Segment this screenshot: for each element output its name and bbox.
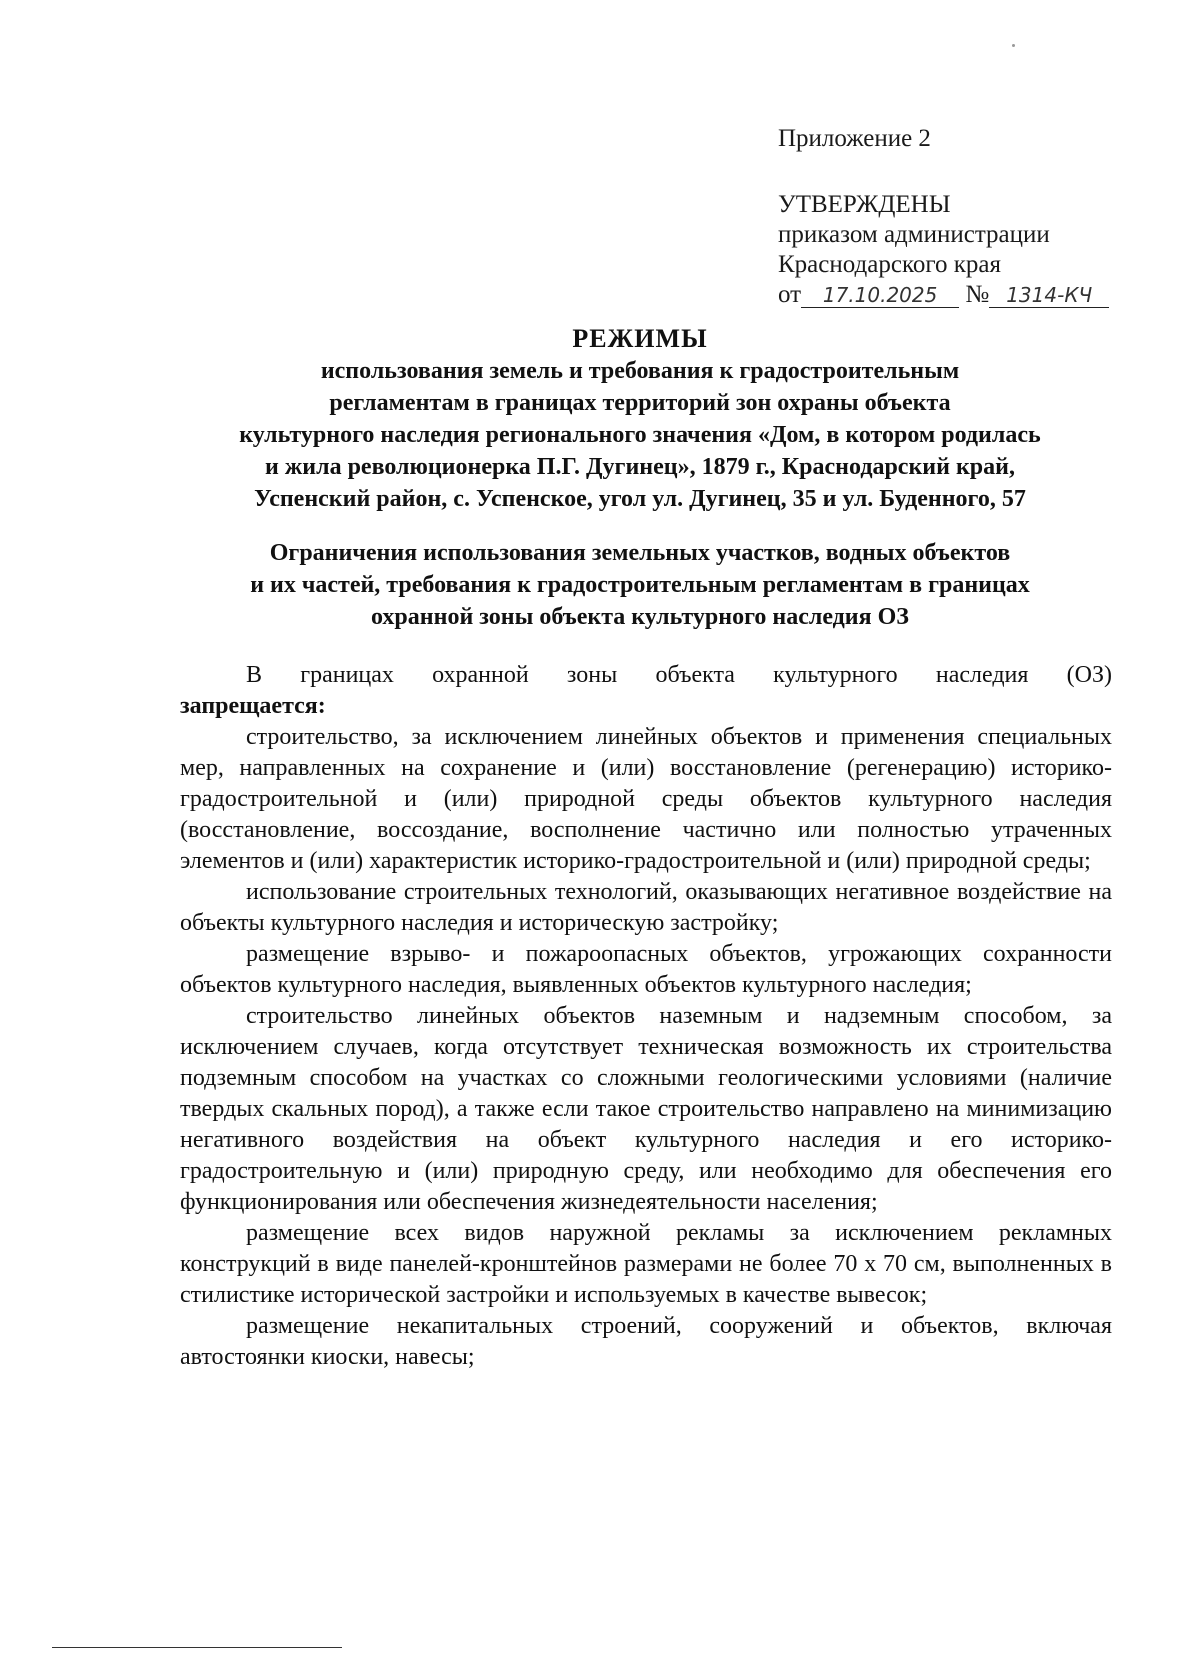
subtitle-line-1: Ограничения использования земельных участков, водных объектов [269, 540, 1011, 566]
list-item: размещение взрыво- и пожароопасных объектов, угрожающих сохранности объектов культурного наследия, выявленных объектов культурного наследия; [180, 941, 1112, 998]
title-line-5: Успенский район, с. Успенское, угол ул. Дугинец, 35 и ул. Буденного, 57 [254, 486, 1026, 512]
section-subtitle [160, 537, 1120, 633]
title-heading: РЕЖИМЫ [572, 324, 708, 353]
title-line-3: культурного наследия регионального значения «Дом, в котором родилась [239, 422, 1041, 448]
footnote-divider [52, 1647, 342, 1648]
list-item: размещение всех видов наружной рекламы за исключением рекламных конструкций в виде панелей-кронштейнов размерами не более 70 х 70 см, выполненных в стилистике исторической застройки и используемых в качестве вывесок; [180, 1220, 1112, 1308]
handwritten-date: 17.10.2025 [801, 283, 959, 308]
approval-date-line [778, 280, 1109, 310]
title-line-1: использования земель и требования к градостроительным [320, 358, 960, 384]
scan-speck [1012, 44, 1015, 47]
annex-label: Приложение 2 [778, 125, 931, 152]
subtitle-line-2: и их частей, требования к градостроительным регламентам в границах [250, 572, 1030, 598]
list-item: использование строительных технологий, оказывающих негативное воздействие на объекты культурного наследия и историческую застройку; [180, 879, 1112, 936]
title-line-4: и жила революционерка П.Г. Дугинец», 1879 г., Краснодарский край, [265, 454, 1015, 480]
list-item: строительство, за исключением линейных объектов и применения специальных мер, направленных на сохранение и (или) восстановление (регенерацию) историко-градостроительной и (или) природной среды объектов культурного наследия (восстановление, воссоздание, восполнение частично или полностью утраченных элементов и (или) характеристик историко-градостроительной и (или) природной среды; [180, 724, 1112, 874]
approval-line-2: Краснодарского края [778, 251, 1001, 278]
number-prefix: № [965, 281, 990, 308]
body-text [180, 660, 1112, 1373]
prohibited-label: запрещается: [180, 693, 326, 719]
list-item: размещение некапитальных строений, сооружений и объектов, включая автостоянки киоски, навесы; [180, 1313, 1112, 1370]
title-line-2: регламентам в границах территорий зон охраны объекта [329, 390, 951, 416]
list-item: строительство линейных объектов наземным и надземным способом, за исключением случаев, когда отсутствует техническая возможность их строительства подземным способом на участках со сложными геологическими условиями (наличие твердых скальных пород), а также если такое строительство направлено на минимизацию негативного воздействия на объект культурного наследия и его историко-градостроительную и (или) природную среду, или необходимо для обеспечения его функционирования или обеспечения жизнедеятельности населения; [180, 1003, 1112, 1215]
handwritten-number: 1314-КЧ [989, 283, 1109, 308]
document-title [160, 323, 1120, 515]
approval-block [778, 124, 1109, 310]
lead-paragraph: В границах охранной зоны объекта культурного наследия (ОЗ) [246, 662, 1112, 688]
approved-label: УТВЕРЖДЕНЫ [778, 191, 951, 218]
approval-line-1: приказом администрации [778, 221, 1050, 248]
subtitle-line-3: охранной зоны объекта культурного наследия ОЗ [371, 604, 909, 630]
date-prefix: от [778, 281, 802, 308]
